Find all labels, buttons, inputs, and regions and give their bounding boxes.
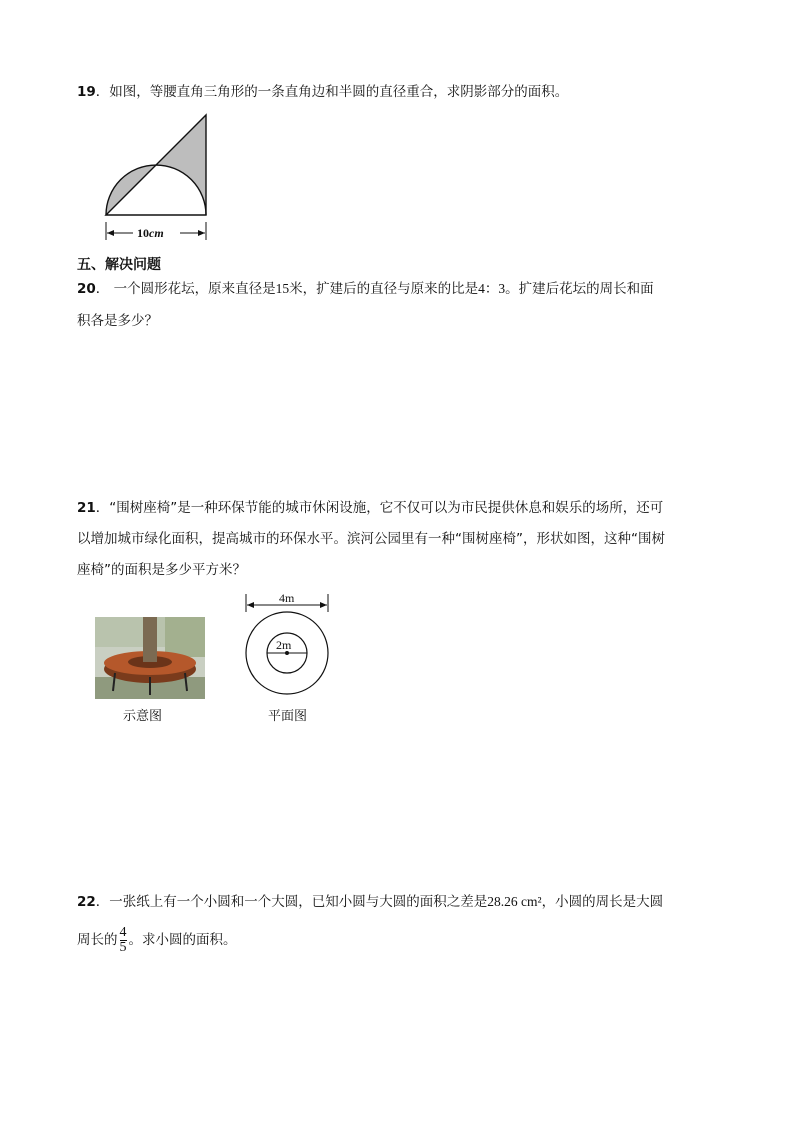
inner-diameter-label: 2m	[276, 638, 292, 652]
section-title: 五、解决问题	[77, 257, 161, 273]
outer-diameter-label: 4m	[279, 591, 295, 605]
fraction: $\frac{4}{5}$	[119, 924, 127, 955]
caption-photo: 示意图	[123, 708, 163, 723]
caption-plan: 平面图	[268, 708, 308, 723]
q22-number: 22	[77, 894, 96, 910]
q19-number: 19	[77, 84, 96, 100]
plan-diagram	[240, 590, 340, 702]
q19-text	[77, 82, 568, 102]
q20-line2: 积各是多少？	[77, 313, 158, 329]
q20-line1: 20． 一个圆形花坛，原来直径是15米，扩建后的直径与原来的比是4：3。扩建后花坛的周长和面	[77, 281, 654, 297]
q21-line2: 以增加城市绿化面积，提高城市的环保水平。滨河公园里有一种“围树座椅”，形状如图，这种“围树	[77, 531, 665, 547]
q20-number: 20	[77, 281, 96, 297]
q19-body: ．如图，等腰直角三角形的一条直角边和半圆的直径重合，求阴影部分的面积。	[95, 84, 569, 100]
q21-number: 21	[77, 500, 96, 516]
q19-dimension-label: 10cm	[137, 226, 164, 240]
q21-line3: 座椅”的面积是多少平方米？	[77, 562, 246, 578]
q19-figure	[100, 110, 215, 245]
q22-line1: 22．一张纸上有一个小圆和一个大圆，已知小圆与大圆的面积之差是28.26 cm²，小圆的周长是大圆	[77, 894, 664, 910]
q21-line1: 21．“围树座椅”是一种环保节能的城市休闲设施，它不仅可以为市民提供休息和娱乐的场所，还可	[77, 500, 664, 516]
q22-line2: 周长的 $\frac{4}{5}$ 。求小圆的面积。	[77, 924, 237, 955]
tree-bench-photo	[95, 617, 205, 699]
